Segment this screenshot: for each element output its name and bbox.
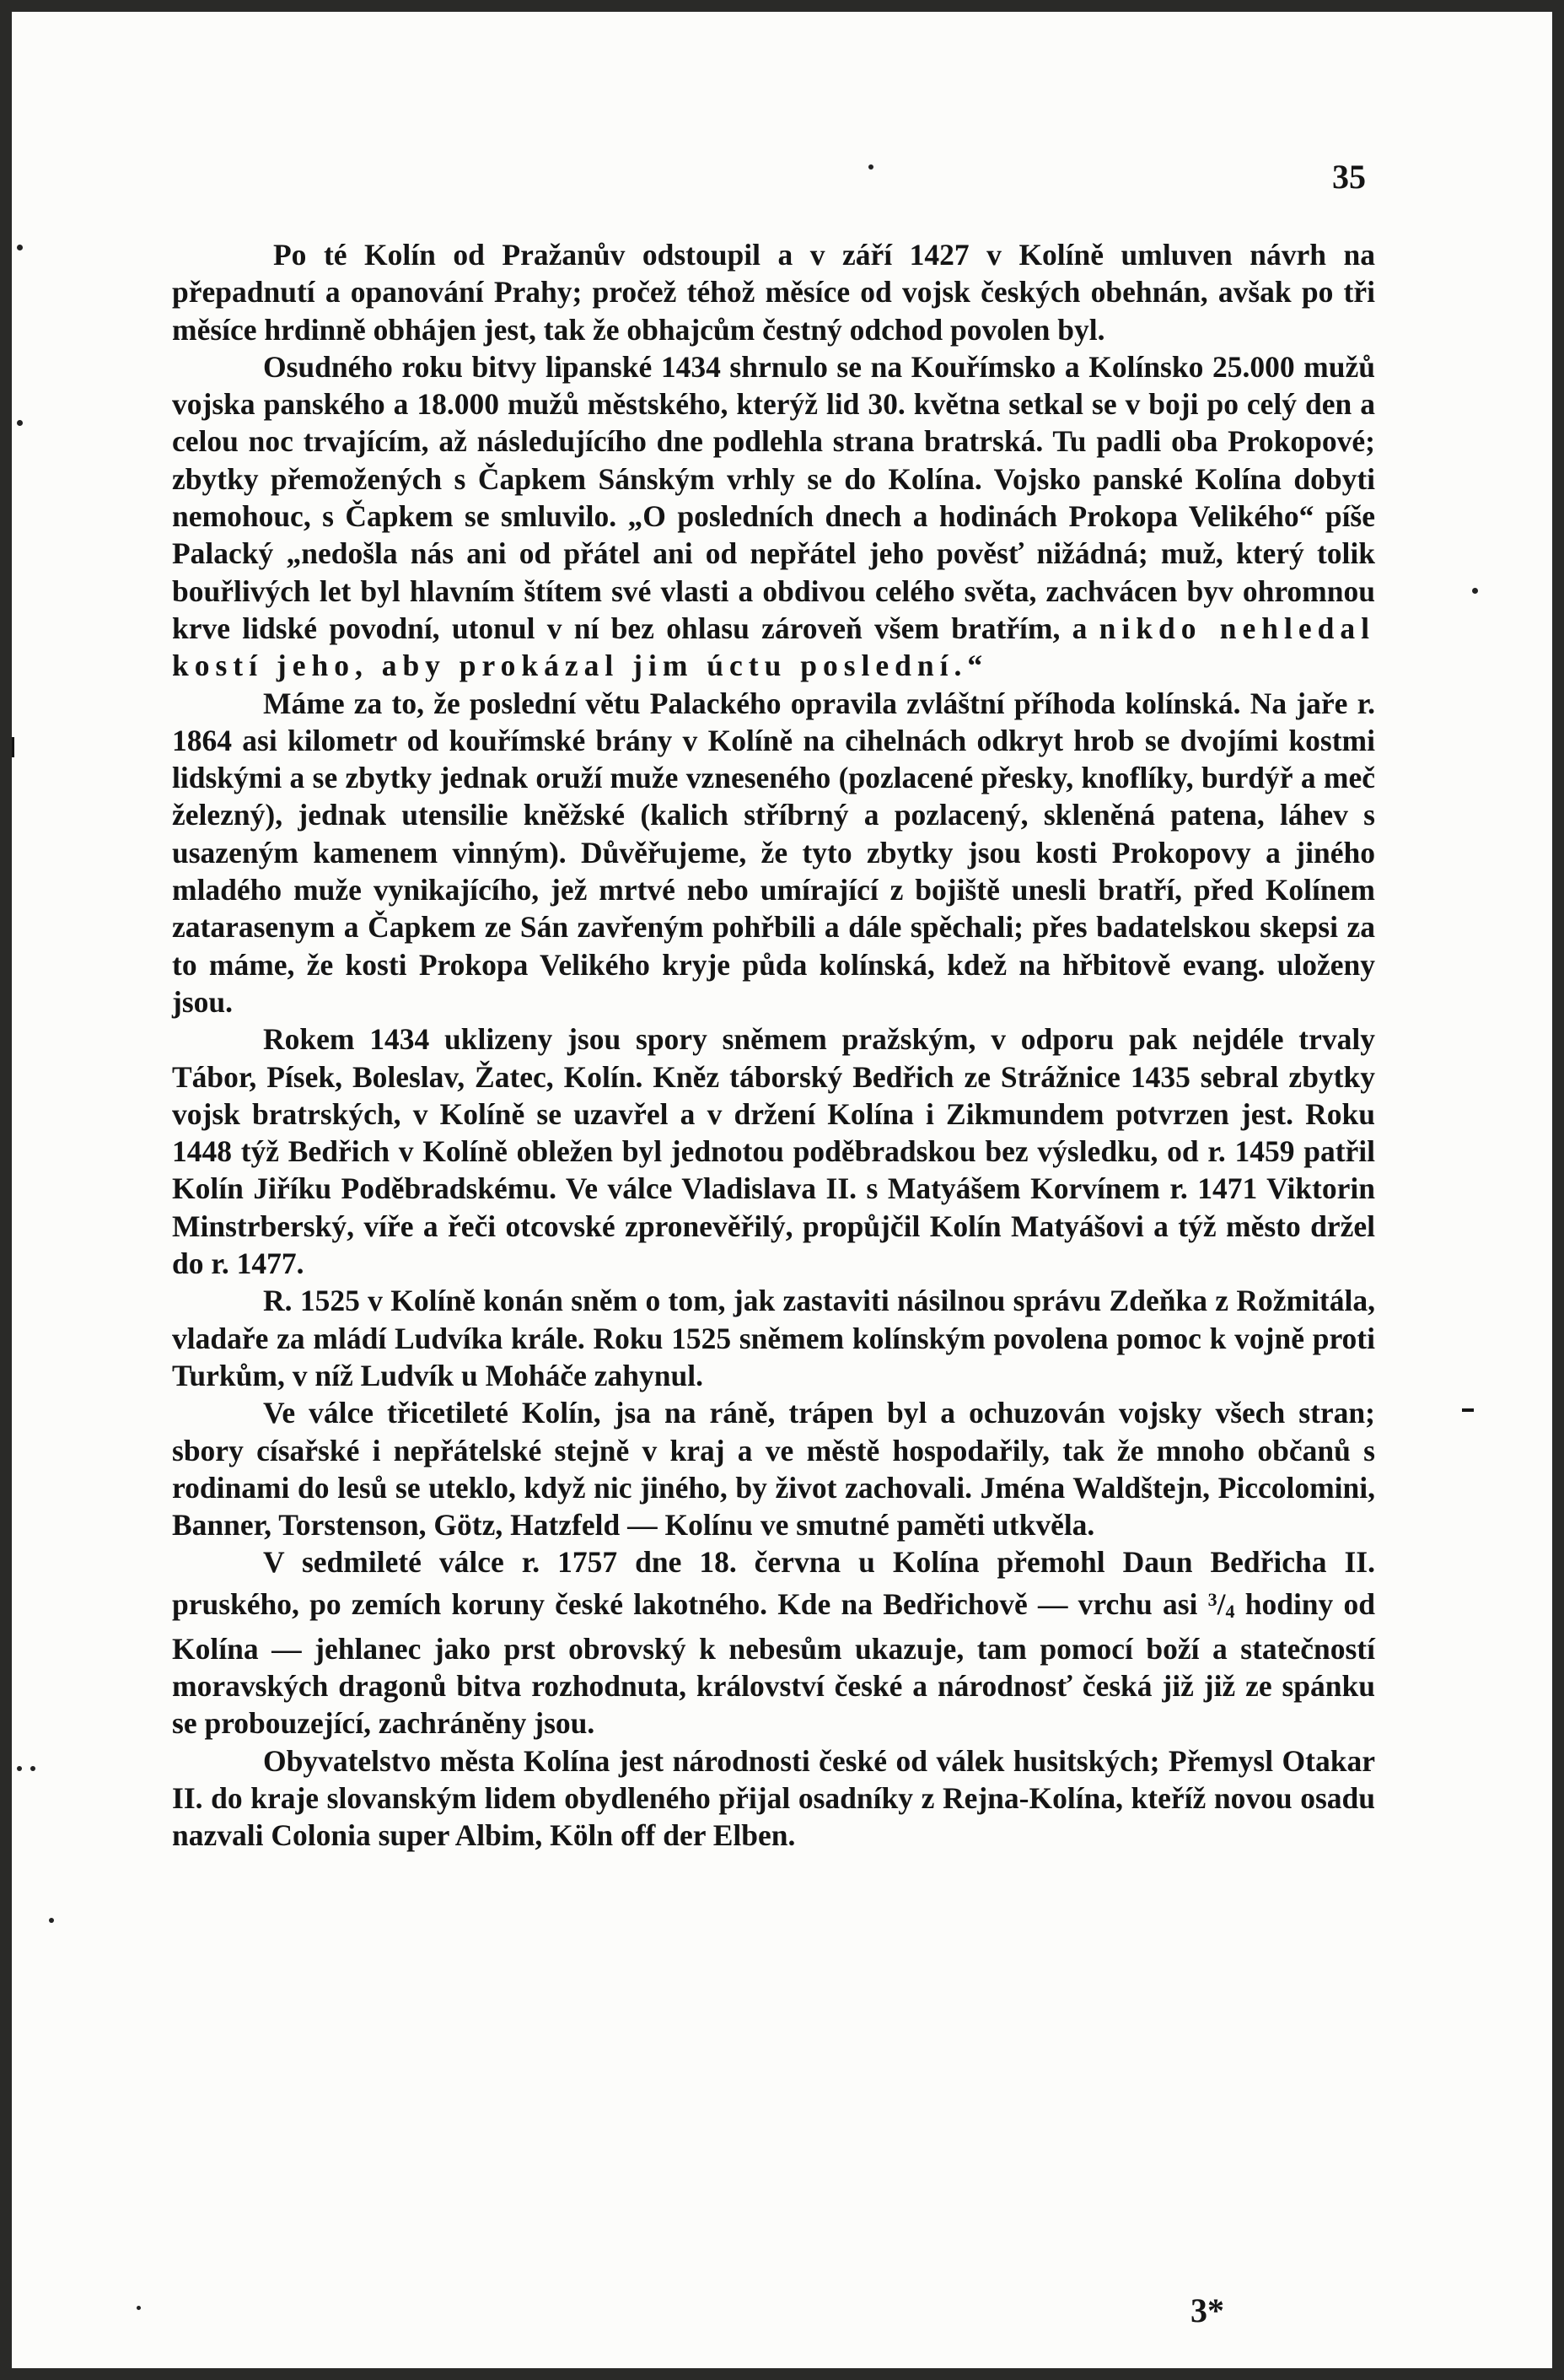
scan-speck [17, 245, 23, 250]
scan-speck [17, 1766, 22, 1771]
signature-mark: 3* [1190, 2291, 1224, 2329]
paragraph-text: / [1217, 1586, 1226, 1621]
spaced-emphasis-text: nikdo nehledal kostí jeho, aby prokázal jim úctu poslední. [172, 611, 1375, 683]
paragraph [172, 236, 1375, 348]
paragraph [172, 685, 1375, 1021]
scan-speck [49, 1918, 54, 1923]
paragraph-text: Obyvatelstvo města Kolína jest národnosti české od válek husitských; Přemysl Otakar II. do kraje slovanským lidem obydleného přijal osadníky z Rejna-Kolína, kteříž novou osadu nazvali Colonia super Albim, Köln off der Elben. [172, 1743, 1375, 1853]
fraction-part: 4 [1225, 1600, 1235, 1622]
paragraph-text: “ [967, 649, 983, 683]
paragraph-text: Ve válce třicetileté Kolín, jsa na ráně, trápen byl a ochuzován vojsky všech stran; sbory císařské i nepřátelské stejně v kraj a ve městě hospodařily, tak že mnoho občanů s rodinami do lesů se uteklo, když nic jiného, by život zachovali. Jména Waldštejn, Piccolomini, Banner, Torstenson, Götz, Hatzfeld — Kolínu ve smutné paměti utkvěla. [172, 1396, 1375, 1543]
book-page [12, 12, 1552, 2368]
scan-speck [137, 2306, 141, 2310]
page-number: 35 [1332, 158, 1366, 196]
scan-speck [30, 1766, 35, 1771]
paragraph-text: Rokem 1434 uklizeny jsou spory sněmem pražským, v odporu pak nejdéle trvaly Tábor, Písek, Boleslav, Žatec, Kolín. Kněz táborský Bedřich ze Strážnice 1435 sebral zbytky vojsk bratrských, v Kolíně se uzavřel a v držení Kolína i Zikmundem potvrzen jest. Roku 1448 týž Bedřich v Kolíně obležen byl jednotou poděbradskou bez výsledku, od r. 1459 patřil Kolín Jiříku Poděbradskému. Ve válce Vladislava II. s Matyášem Korvínem r. 1471 Viktorin Minstrberský, víře a řeči otcovské zpronevěřilý, propůjčil Kolín Matyášovi a týž město držel do r. 1477. [172, 1022, 1375, 1281]
body-text [172, 236, 1375, 1855]
paragraph [172, 1742, 1375, 1855]
paragraph-text: R. 1525 v Kolíně konán sněm o tom, jak zastaviti násilnou správu Zdeňka z Rožmitála, vladaře za mládí Ludvíka krále. Roku 1525 sněmem kolínským povolena pomoc k vojně proti Turkům, v níž Ludvík u Moháče zahynul. [172, 1284, 1375, 1392]
paragraph [172, 1282, 1375, 1394]
page-edge [12, 737, 14, 757]
scan-speck [868, 164, 873, 170]
paragraph-text: V sedmileté válce r. 1757 dne 18. června u Kolína přemohl Daun Bedřicha II. pruského, po zemích koruny české lakotného. Kde na Bedřichově — vrchu asi [172, 1545, 1375, 1621]
paragraph-text: hodiny od Kolína — jehlanec jako prst obrovský k nebesům ukazuje, tam pomocí boží a statečností moravských dragonů bitva rozhodnuta, království české a národnosť česká již již ze spánku se probouzející, zachráněny jsou. [172, 1586, 1375, 1741]
paragraph [172, 348, 1375, 685]
paragraph [172, 1020, 1375, 1282]
scan-speck [17, 420, 23, 426]
paragraph [172, 1543, 1375, 1742]
paragraph-text: Osudného roku bitvy lipanské 1434 shrnulo se na Kouřímsko a Kolínsko 25.000 mužů vojska panského a 18.000 mužů městského, kterýž lid 30. května setkal se v boji po celý den a celou noc trvajícím, až následujícího dne podlehla strana bratrská. Tu padli oba Prokopové; zbytky přemožených s Čapkem Sánským vrhly se do Kolína. Vojsko panské Kolína dobyti nemohouc, s Čapkem se smluvilo. „O posledních dnech a hodinách Prokopa Velikého“ píše Palacký „nedošla nás ani od přátel ani od nepřátel jeho pověsť nižádná; muž, který tolik bouřlivých let byl hlavním štítem své vlasti a obdivou celého světa, zachvácen byv ohromnou krve lidské povodní, utonul v ní bez ohlasu zároveň všem bratřím, a [172, 349, 1375, 645]
scan-mark [1462, 1408, 1474, 1412]
scan-speck [1472, 588, 1478, 594]
paragraph [172, 1394, 1375, 1543]
paragraph-text: Po té Kolín od Pražanův odstoupil a v září 1427 v Kolíně umluven návrh na přepadnutí a opanování Prahy; pročež téhož měsíce od vojsk českých obehnán, avšak po tři měsíce hrdinně obhájen jest, tak že obhajcům čestný odchod povolen byl. [172, 238, 1375, 347]
paragraph-text: Máme za to, že poslední větu Palackého opravila zvláštní příhoda kolínská. Na jaře r. 1864 asi kilometr od kouřímské brány v Kolíně na cihelnách odkryt hrob se dvojími kostmi lidskými a se zbytky jednak oruží muže vzneseného (pozlacené přesky, knoflíky, burdýř a meč železný), jednak utensilie kněžské (kalich stříbrný a pozlacený, skleněná patena, láhev s usazeným kamenem vinným). Důvěřujeme, že tyto zbytky jsou kosti Prokopovy a jiného mladého muže vynikajícího, jež mrtvé nebo umírající z bojiště unesli bratří, před Kolínem zatarasenym a Čapkem ze Sán zavřeným pohřbili a dále spěchali; přes badatelskou skepsi za to máme, že kosti Prokopa Velikého kryje půda kolínská, kdež na hřbitově evang. uloženy jsou. [172, 686, 1375, 1019]
fraction-part: 3 [1207, 1588, 1217, 1610]
